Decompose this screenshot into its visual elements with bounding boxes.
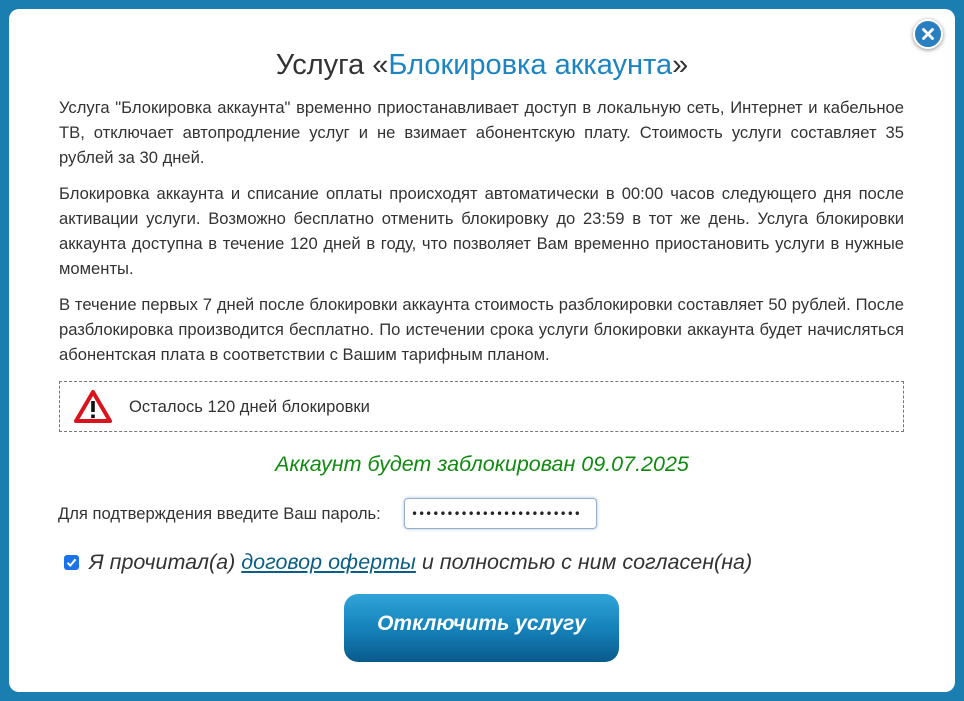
agreement-text — [89, 550, 752, 575]
agreement-row — [64, 548, 752, 576]
disable-service-button[interactable]: Отключить услугу — [344, 594, 619, 662]
description-paragraph-3: В течение первых 7 дней после блокировки аккаунта стоимость разблокировки составляет 50 рублей. После разблокировка производится бесплатно. По истечении срока услуги блокировки аккаунта будет начисляться абонентская плата в соответствии с Вашим тарифным планом. — [59, 295, 904, 364]
description — [59, 95, 904, 378]
close-button[interactable] — [913, 19, 943, 49]
agreement-text-after: и полностью с ним согласен(на) — [415, 549, 753, 574]
close-icon — [922, 28, 934, 40]
title-suffix: » — [672, 49, 689, 81]
description-paragraph-2: Блокировка аккаунта и списание оплаты происходят автоматически в 00:00 часов следующего дня после активации услуги. Возможно бесплатно отменить блокировку до 23:59 в тот же день. Услуга блокировки аккаунта доступна в течение 120 дней в году, что позволяет Вам временно приостановить услуги в нужные моменты. — [59, 184, 904, 278]
password-input[interactable] — [404, 498, 597, 529]
agreement-checkbox[interactable] — [64, 555, 79, 570]
description-paragraph-1: Услуга "Блокировка аккаунта" временно приостанавливает доступ в локальную сеть, Интернет и кабельное ТВ, отключает автопродление услуг и не взимает абонентскую плату. Стоимость услуги составляет 35 рублей за 30 дней. — [59, 98, 904, 167]
notice-box — [59, 381, 904, 432]
notice-text: Осталось 120 дней блокировки — [129, 397, 370, 416]
title-prefix: Услуга « — [275, 49, 389, 81]
agreement-text-before: Я прочитал(а) — [89, 549, 242, 574]
title-accent: Блокировка аккаунта — [388, 49, 673, 81]
password-label: Для подтверждения введите Ваш пароль: — [58, 504, 381, 523]
block-account-dialog — [9, 9, 955, 692]
warning-icon — [73, 389, 113, 429]
offer-contract-link[interactable]: договор оферты — [241, 549, 416, 574]
dialog-title — [9, 49, 955, 82]
block-status-text: Аккаунт будет заблокирован 09.07.2025 — [275, 452, 689, 476]
